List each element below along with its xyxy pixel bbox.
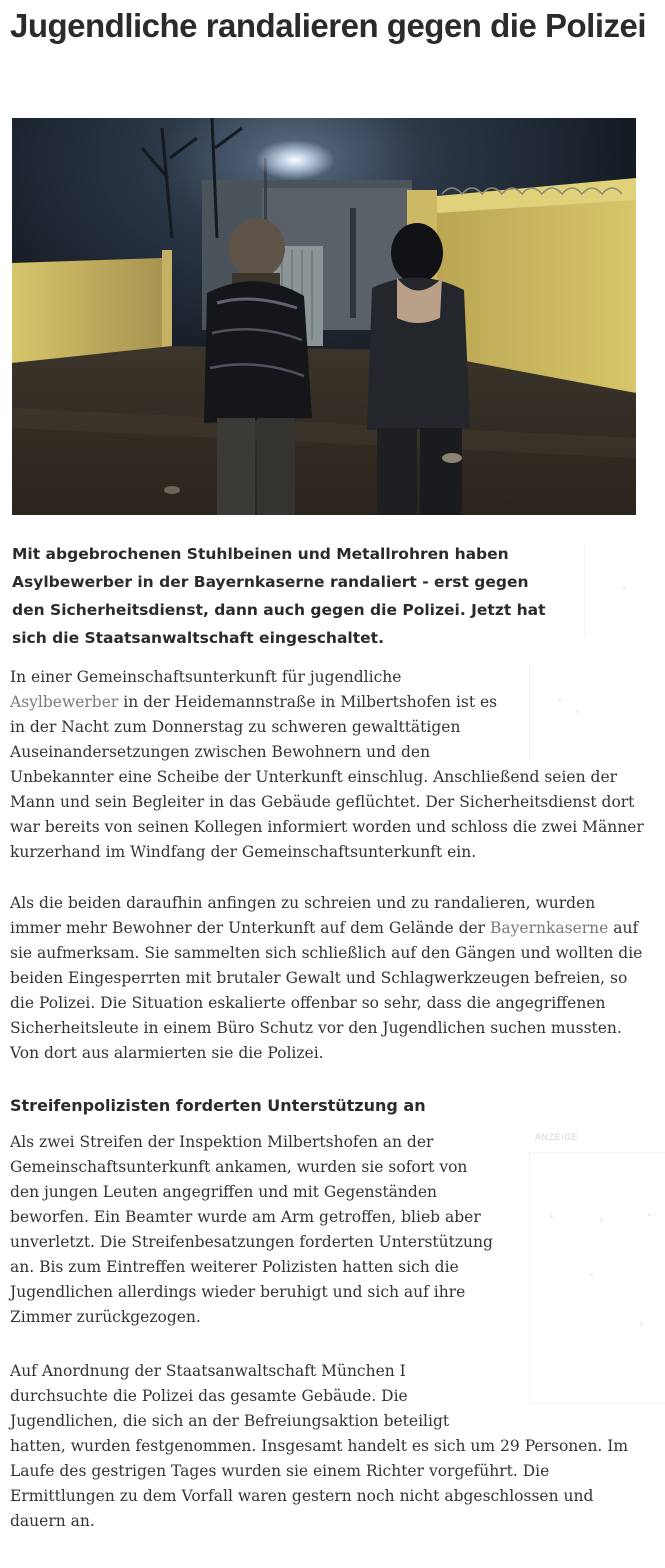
ad-placeholder-top [584, 545, 645, 635]
text-line: Laufe des gestrigen Tages wurden sie einem Richter vorgeführt. Die [10, 1462, 550, 1480]
text-segment: in der Heidemannstraße in Milbertshofen ist es [118, 693, 498, 711]
text-line: hatten, wurden festgenommen. Insgesamt handelt es sich um 29 Personen. Im [10, 1437, 629, 1455]
text-line: Jugendlichen, die sich an der Befreiungsaktion beteiligt [10, 1412, 450, 1430]
paragraph-4 [10, 1359, 628, 1534]
article-headline: Jugendliche randalieren gegen die Polizei [10, 7, 647, 44]
text-segment: auf [608, 919, 639, 937]
text-line: Gemeinschaftsunterkunft ankamen, wurden sie sofort von [10, 1158, 468, 1176]
paragraph-1 [10, 665, 644, 865]
text-line: Mann und sein Begleiter in das Gebäude geflüchtet. Der Sicherheitsdienst dort [10, 793, 635, 811]
article-photo [12, 118, 636, 515]
text-line: Von dort aus alarmierten sie die Polizei. [10, 1044, 324, 1062]
text-line: Als zwei Streifen der Inspektion Milbertshofen an der [10, 1133, 434, 1151]
text-line: Auseinandersetzungen zwischen Bewohnern und den [10, 743, 431, 761]
paragraph-3 [10, 1130, 493, 1330]
text-line: beworfen. Ein Beamter wurde am Arm getroffen, blieb aber [10, 1208, 481, 1226]
ad-label: ANZEIGE [535, 1132, 579, 1142]
text-line: Unbekannter eine Scheibe der Unterkunft einschlug. Anschließend seien der [10, 768, 618, 786]
text-line: durchsuchte die Polizei das gesamte Gebäude. Die [10, 1387, 408, 1405]
text-line: dauern an. [10, 1512, 95, 1530]
text-line: sie aufmerksam. Sie sammelten sich schließlich auf den Gängen und wollten die [10, 944, 643, 962]
paragraph-2 [10, 891, 642, 1066]
article-teaser: Mit abgebrochenen Stuhlbeinen und Metallrohren haben Asylbewerber in der Bayernkaserne randaliert - erst gegen den Sicherheitsdienst, dann auch gegen die Polizei. Jetzt hat sich die Staatsanwaltschaft eingeschaltet. [12, 545, 546, 647]
asylbewerber-link[interactable]: Asylbewerber [10, 693, 119, 711]
text-line: Als die beiden daraufhin anfingen zu schreien und zu randalieren, wurden [10, 894, 596, 912]
text-line: die Polizei. Die Situation eskalierte offenbar so sehr, dass die angegriffenen [10, 994, 606, 1012]
text-line: Jugendlichen allerdings wieder beruhigt und sich auf ihre [10, 1283, 466, 1301]
text-segment: immer mehr Bewohner der Unterkunft auf dem Gelände der [10, 919, 491, 937]
text-line: in der Nacht zum Donnerstag zu schweren gewalttätigen [10, 718, 461, 736]
text-line: Sicherheitsleute in einem Büro Schutz vor den Jugendlichen suchen mussten. [10, 1019, 622, 1037]
text-line [10, 690, 644, 715]
bayernkaserne-link[interactable]: Bayernkaserne [490, 919, 609, 937]
text-line [10, 916, 642, 941]
text-line: den jungen Leuten angegriffen und mit Gegenständen [10, 1183, 437, 1201]
night-scene-illustration [12, 118, 636, 515]
article-subheading: Streifenpolizisten forderten Unterstützung an [10, 1096, 426, 1115]
text-line: war bereits von seinen Kollegen informiert worden und schloss die zwei Männer [10, 818, 644, 836]
text-line: unverletzt. Die Streifenbesatzungen forderten Unterstützung [10, 1233, 493, 1251]
text-line: beiden Eingesperrten mit brutaler Gewalt und Schlagwerkzeugen befreien, so [10, 969, 628, 987]
text-line: Zimmer zurückgezogen. [10, 1308, 201, 1326]
text-line: kurzerhand im Windfang der Gemeinschaftsunterkunft ein. [10, 843, 477, 861]
text-line: Auf Anordnung der Staatsanwaltschaft München I [10, 1362, 406, 1380]
text-line: In einer Gemeinschaftsunterkunft für jugendliche [10, 668, 402, 686]
text-line: Ermittlungen zu dem Vorfall waren gestern noch nicht abgeschlossen und [10, 1487, 594, 1505]
text-line: an. Bis zum Eintreffen weiterer Polizisten hatten sich die [10, 1258, 459, 1276]
